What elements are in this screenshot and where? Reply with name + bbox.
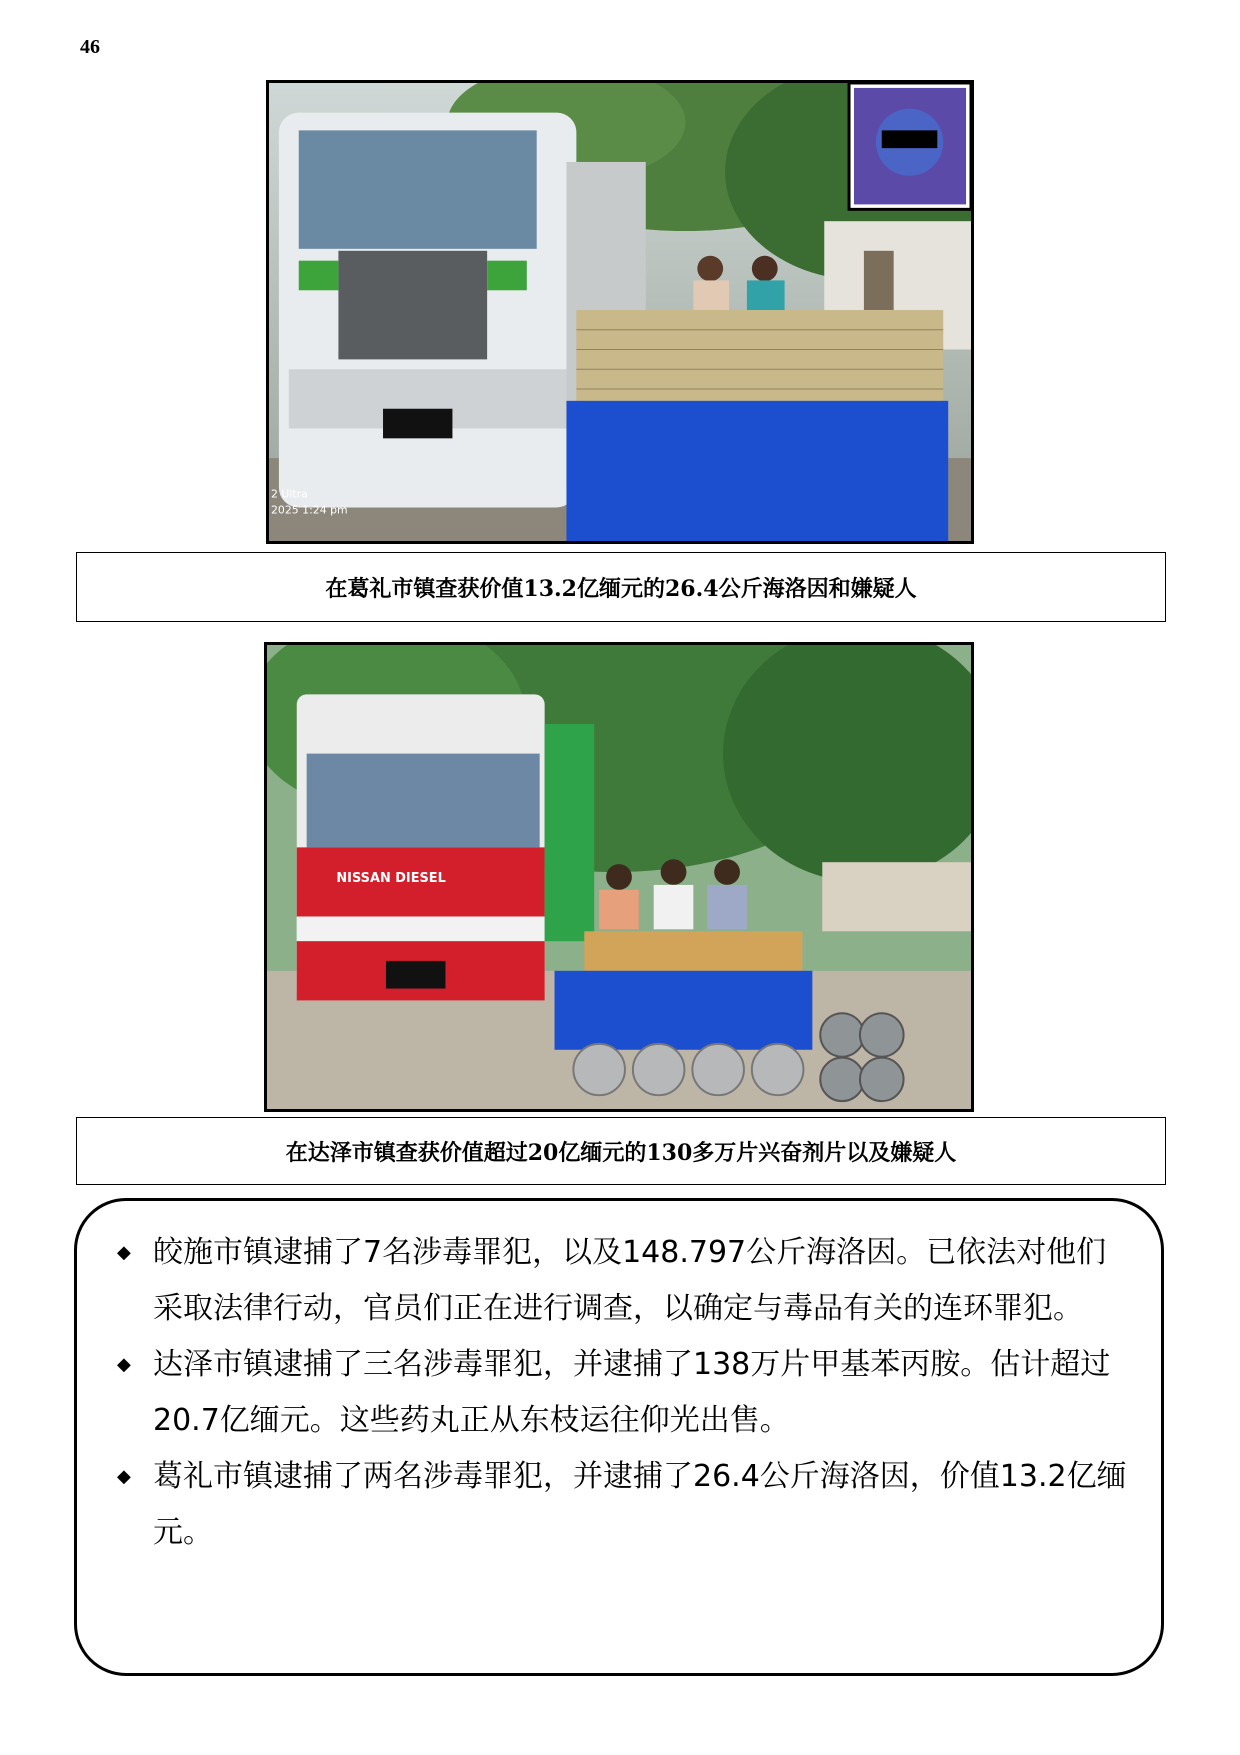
summary-list [105,1225,1133,1561]
summary-item-text: 葛礼市镇逮捕了两名涉毒罪犯，并逮捕了26.4公斤海洛因，价值13.2亿缅元。 [153,1459,1127,1550]
summary-item-text: 皎施市镇逮捕了7名涉毒罪犯，以及148.797公斤海洛因。已依法对他们采取法律行动，官员们正在进行调查，以确定与毒品有关的连环罪犯。 [153,1235,1107,1326]
truck-label: NISSAN DIESEL [336,870,446,886]
bullet-icon: ◆ [117,1354,131,1375]
seizure-photo-2 [264,642,974,1112]
summary-item [105,1449,1133,1561]
bullet-icon: ◆ [117,1242,131,1263]
seizure-photo-2-image [267,645,971,1109]
svg-text:2025 1:24 pm: 2025 1:24 pm [270,503,348,517]
summary-item [105,1337,1133,1449]
seizure-photo-1-image [269,83,971,541]
bullet-icon: ◆ [117,1466,131,1487]
photo-2-caption: 在达泽市镇查获价值超过20亿缅元的130多万片兴奋剂片以及嫌疑人 [76,1117,1166,1185]
seizure-photo-1 [266,80,974,544]
summary-item [105,1225,1133,1337]
photo-1-caption: 在葛礼市镇查获价值13.2亿缅元的26.4公斤海洛因和嫌疑人 [76,552,1166,622]
page-number: 46 [80,36,100,58]
summary-box [74,1198,1164,1676]
svg-text:2 Ultra: 2 Ultra [270,487,308,501]
summary-item-text: 达泽市镇逮捕了三名涉毒罪犯，并逮捕了138万片甲基苯丙胺。估计超过20.7亿缅元。这些药丸正从东枝运往仰光出售。 [153,1347,1111,1438]
